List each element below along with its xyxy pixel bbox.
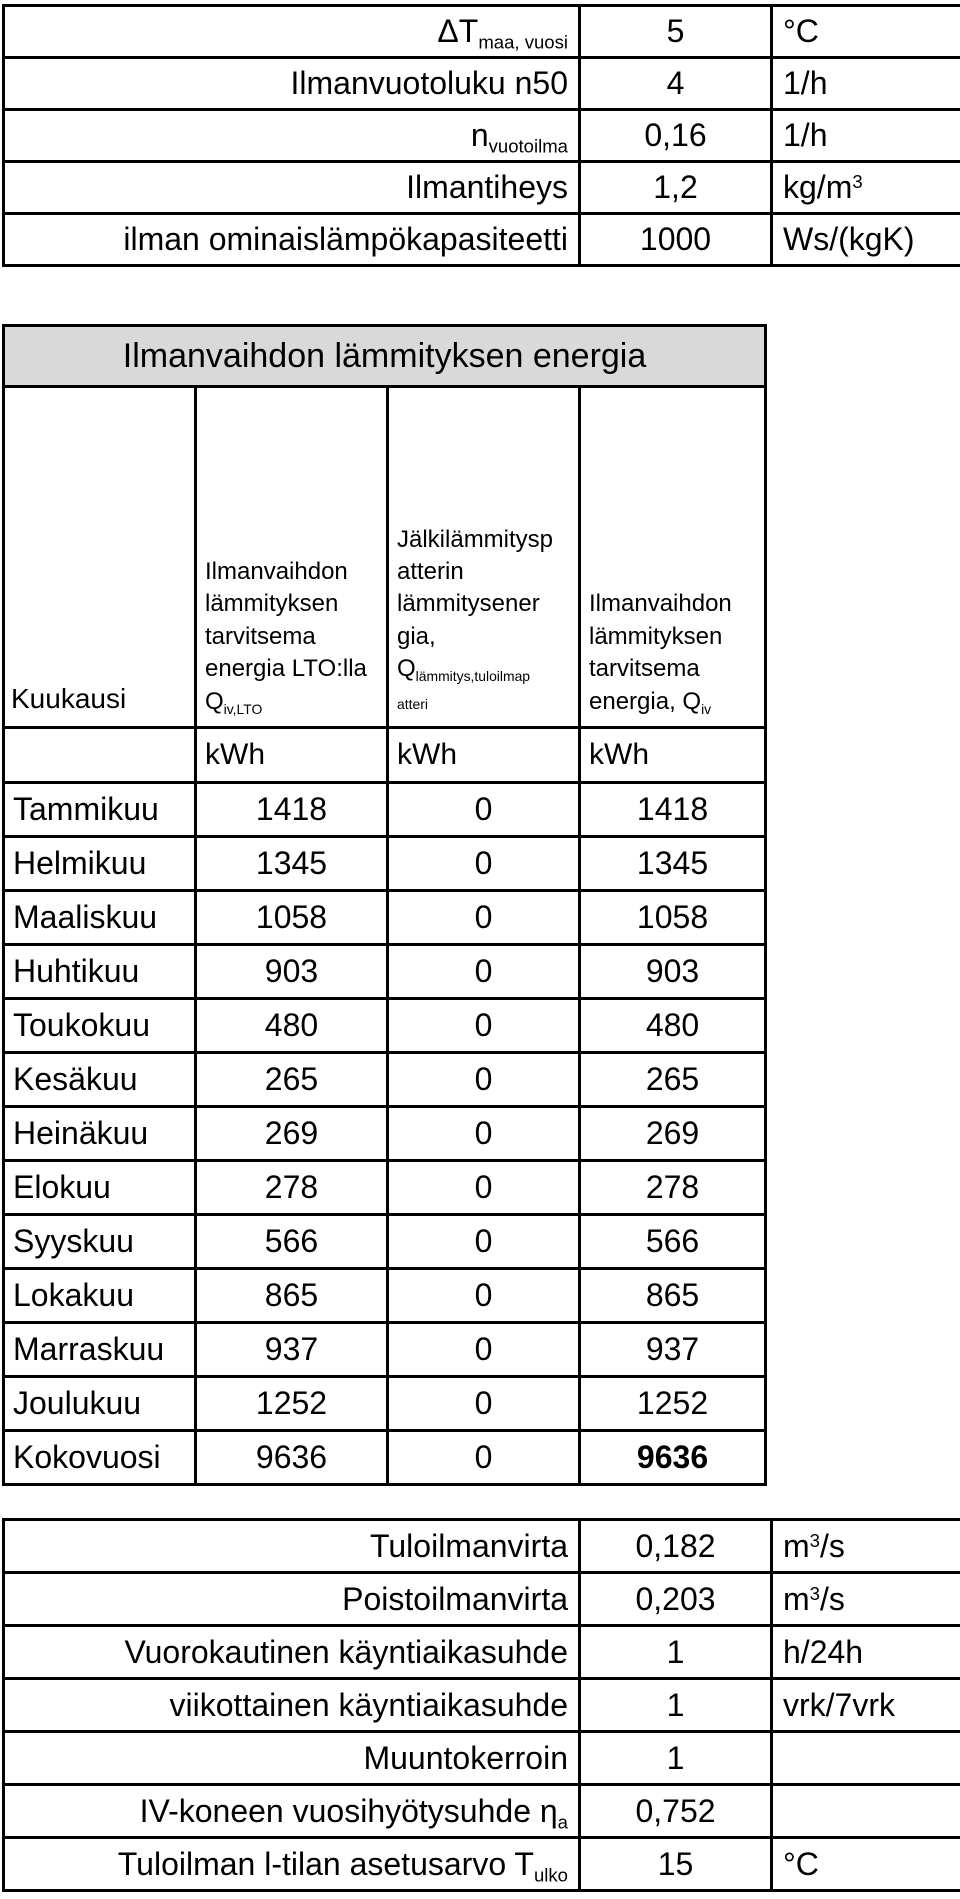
param-unit: °C — [772, 1838, 960, 1891]
lto-energy-value: 480 — [196, 999, 388, 1053]
param-value: 0,16 — [580, 110, 772, 162]
post-heater-value: 0 — [388, 1161, 580, 1215]
table-title: Ilmanvaihdon lämmityksen energia — [4, 326, 766, 387]
total-energy-value: 1418 — [580, 783, 766, 837]
table-title-row — [4, 326, 766, 387]
header-post-heater-energy: Jälkilämmitysp atterin lämmitysener gia, $Q_{lämmitys,tuloilmap}$ atteri — [388, 387, 580, 728]
lto-energy-value: 278 — [196, 1161, 388, 1215]
month-name: Joulukuu — [4, 1377, 196, 1431]
total-lto: 9636 — [196, 1431, 388, 1485]
param-row-n50 — [4, 58, 960, 110]
param-row-setpoint — [4, 1838, 960, 1891]
total-energy-value: 278 — [580, 1161, 766, 1215]
param-value: 0,752 — [580, 1785, 772, 1838]
total-energy: 9636 — [580, 1431, 766, 1485]
param-label: $n_{vuotoilma}$ — [4, 110, 580, 162]
param-row-weekly-runtime — [4, 1679, 960, 1732]
month-name: Marraskuu — [4, 1323, 196, 1377]
month-name: Kesäkuu — [4, 1053, 196, 1107]
month-name: Huhtikuu — [4, 945, 196, 999]
param-label: Ilmantiheys — [4, 162, 580, 214]
param-label: ilman ominaislämpökapasiteetti — [4, 214, 580, 266]
param-value: 1 — [580, 1626, 772, 1679]
lto-energy-value: 1345 — [196, 837, 388, 891]
param-value: 1,2 — [580, 162, 772, 214]
param-label: Poistoilmanvirta — [4, 1573, 580, 1626]
param-unit: h/24h — [772, 1626, 960, 1679]
param-row-leak-air — [4, 110, 960, 162]
param-unit: Ws/(kgK) — [772, 214, 960, 266]
param-row-air-density — [4, 162, 960, 214]
param-row-annual-efficiency — [4, 1785, 960, 1838]
lto-energy-value: 937 — [196, 1323, 388, 1377]
lto-energy-value: 1418 — [196, 783, 388, 837]
month-row — [4, 1215, 766, 1269]
post-heater-value: 0 — [388, 1323, 580, 1377]
total-energy-value: 566 — [580, 1215, 766, 1269]
param-unit: $m^3/s$ — [772, 1520, 960, 1573]
month-name: Helmikuu — [4, 837, 196, 891]
param-label: viikottainen käyntiaikasuhde — [4, 1679, 580, 1732]
month-rows — [4, 783, 766, 1431]
total-row — [4, 1431, 766, 1485]
param-unit: °C — [772, 6, 960, 58]
param-unit: $m^3/s$ — [772, 1573, 960, 1626]
month-row — [4, 945, 766, 999]
param-label: Tuloilmanvirta — [4, 1520, 580, 1573]
param-label: Tuloilman l-tilan asetusarvo $T_{ulko}$ — [4, 1838, 580, 1891]
total-energy-value: 480 — [580, 999, 766, 1053]
month-name: Maaliskuu — [4, 891, 196, 945]
total-post: 0 — [388, 1431, 580, 1485]
param-value: 0,182 — [580, 1520, 772, 1573]
post-heater-value: 0 — [388, 891, 580, 945]
month-row — [4, 837, 766, 891]
lto-energy-value: 865 — [196, 1269, 388, 1323]
total-energy-value: 269 — [580, 1107, 766, 1161]
param-value: 4 — [580, 58, 772, 110]
post-heater-value: 0 — [388, 1269, 580, 1323]
param-label: Vuorokautinen käyntiaikasuhde — [4, 1626, 580, 1679]
total-energy-value: 1058 — [580, 891, 766, 945]
month-name: Toukokuu — [4, 999, 196, 1053]
post-heater-value: 0 — [388, 1377, 580, 1431]
post-heater-value: 0 — [388, 837, 580, 891]
post-heater-value: 0 — [388, 945, 580, 999]
post-heater-value: 0 — [388, 783, 580, 837]
param-value: 5 — [580, 6, 772, 58]
unit-cell: kWh — [388, 728, 580, 783]
param-unit: $kg/m^3$ — [772, 162, 960, 214]
post-heater-value: 0 — [388, 1107, 580, 1161]
month-row — [4, 783, 766, 837]
param-unit: vrk/7vrk — [772, 1679, 960, 1732]
month-row — [4, 1323, 766, 1377]
param-value: 0,203 — [580, 1573, 772, 1626]
param-unit — [772, 1785, 960, 1838]
total-energy-value: 865 — [580, 1269, 766, 1323]
month-row — [4, 1107, 766, 1161]
month-name: Lokakuu — [4, 1269, 196, 1323]
post-heater-value: 0 — [388, 999, 580, 1053]
month-name: Tammikuu — [4, 783, 196, 837]
lto-energy-value: 566 — [196, 1215, 388, 1269]
unit-cell: kWh — [196, 728, 388, 783]
post-heater-value: 0 — [388, 1215, 580, 1269]
param-row-exhaust-air — [4, 1573, 960, 1626]
total-energy-value: 1345 — [580, 837, 766, 891]
month-row — [4, 1161, 766, 1215]
month-name: Elokuu — [4, 1161, 196, 1215]
header-lto-energy: Ilmanvaihdon lämmityksen tarvitsema energia LTO:lla $Q_{iv,LTO}$ — [196, 387, 388, 728]
param-unit — [772, 1732, 960, 1785]
parameters-table — [2, 4, 960, 267]
param-unit: 1/h — [772, 110, 960, 162]
header-row — [4, 387, 766, 728]
param-value: 1000 — [580, 214, 772, 266]
airflow-parameters-table — [2, 1518, 960, 1892]
param-row-delta-t — [4, 6, 960, 58]
param-label: $\Delta T_{maa, vuosi}$ — [4, 6, 580, 58]
month-row — [4, 1269, 766, 1323]
param-value: 1 — [580, 1732, 772, 1785]
total-label: Kokovuosi — [4, 1431, 196, 1485]
param-unit: 1/h — [772, 58, 960, 110]
month-row — [4, 999, 766, 1053]
total-energy-value: 265 — [580, 1053, 766, 1107]
header-month: Kuukausi — [4, 387, 196, 728]
param-row-heat-capacity — [4, 214, 960, 266]
total-energy-value: 937 — [580, 1323, 766, 1377]
total-energy-value: 903 — [580, 945, 766, 999]
month-name: Syyskuu — [4, 1215, 196, 1269]
ventilation-energy-table — [2, 324, 767, 1486]
month-row — [4, 1053, 766, 1107]
param-label: IV-koneen vuosihyötysuhde $\eta_a$ — [4, 1785, 580, 1838]
header-total-energy: Ilmanvaihdon lämmityksen tarvitsema energia, $Q_{iv}$ — [580, 387, 766, 728]
param-value: 1 — [580, 1679, 772, 1732]
lto-energy-value: 1058 — [196, 891, 388, 945]
month-row — [4, 891, 766, 945]
lto-energy-value: 269 — [196, 1107, 388, 1161]
param-value: 15 — [580, 1838, 772, 1891]
total-energy-value: 1252 — [580, 1377, 766, 1431]
param-row-supply-air — [4, 1520, 960, 1573]
lto-energy-value: 265 — [196, 1053, 388, 1107]
param-label: Ilmanvuotoluku n50 — [4, 58, 580, 110]
post-heater-value: 0 — [388, 1053, 580, 1107]
param-row-conversion-factor — [4, 1732, 960, 1785]
lto-energy-value: 903 — [196, 945, 388, 999]
units-row — [4, 728, 766, 783]
param-label: Muuntokerroin — [4, 1732, 580, 1785]
unit-cell: kWh — [580, 728, 766, 783]
param-row-daily-runtime — [4, 1626, 960, 1679]
lto-energy-value: 1252 — [196, 1377, 388, 1431]
month-name: Heinäkuu — [4, 1107, 196, 1161]
unit-empty — [4, 728, 196, 783]
month-row — [4, 1377, 766, 1431]
